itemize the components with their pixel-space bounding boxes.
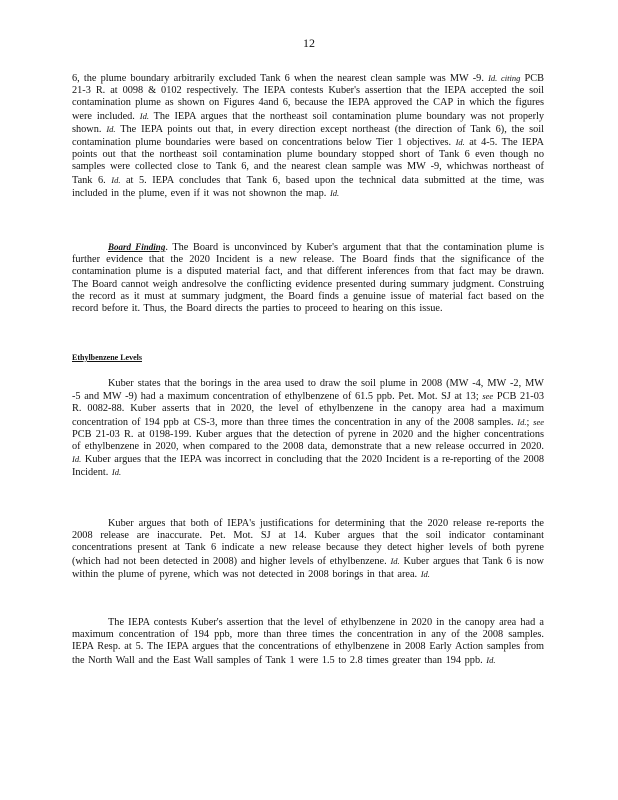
p5-text-a: The IEPA contests Kuber's assertion that the level of ethylbenzene in 2020 in the canopy area had a maximum concentration of 194 ppb, more than three times the concentration in any of the 2008 samples. IEPA Resp. at 5. The IEPA argues that the concentrations of ethylbenzene in 2008 Early Action samples from the North Wall and the East Wall samples of Tank 1 were 1.5 to 2.8 times greater than 194 ppb. xyxy=(72,617,544,666)
page-number: 12 xyxy=(303,36,315,50)
p3-citation-e: Id. xyxy=(111,467,122,478)
p1-text-f: at 5. IEPA concludes that Tank 6, based upon the technical data submitted at the time, was included in the plume, even if it was not shownon the map. xyxy=(72,174,545,199)
p1-citation-c: Id. xyxy=(106,123,116,134)
p3-text-b: PCB 21-03 R. 0082-88. Kuber asserts that in 2020, the level of ethylbenzene in the canopy area had a maximum concentration of 194 ppb at CS-3, more than three times the concentration in any of the 2008 samples. xyxy=(72,391,544,428)
p3-text-a: Kuber states that the borings in the area used to draw the soil plume in 2008 (MW -4, MW -2, MW -5 and MW -9) had a maximum concentration of ethylbenzene of 61.5 ppb. Pet. Mot. SJ at 13; xyxy=(72,378,544,403)
p4-text-a: Kuber argues that both of IEPA's justifications for determining that the 2020 release re-reports the 2008 release are inaccurate. Pet. Mot. SJ at 14. Kuber argues that the soil indicator contaminant concentrations present at Tank 6 indicate a new release because they detect higher levels of both pyrene (which had not been detected in 2008) and higher levels of ethylbenzene. xyxy=(72,518,544,567)
p3-citation-a: see xyxy=(482,391,494,402)
board-finding-heading: Board Finding xyxy=(108,242,166,252)
p1-citation-d: Id. xyxy=(455,137,465,148)
p1-citation-f: Id. xyxy=(329,187,340,198)
p4-citation-b: Id. xyxy=(420,568,430,579)
board-finding-text: . The Board is unconvinced by Kuber's argument that that the contamination plume is further evidence that the 2020 Incident is a new release. The Board finds that the significance of the contamination plume is a disputed material fact, and that different inferences from that fact may be drawn. The Board cannot weigh andresolve the conflicting evidence presented during summary judgment. Construing the record as it must at summary judgment, the Board finds a genuine issue of material fact based on the record before it. Thus, the Board directs the parties to proceed to hearing on this issue. xyxy=(72,242,544,315)
p1-text-c: The IEPA argues that the northeast soil contamination plume boundary was not properly shown. xyxy=(72,110,545,135)
paragraph-iepa-contests xyxy=(72,617,544,667)
p3-citation-b: Id. xyxy=(517,416,527,427)
paragraph-plume-boundary xyxy=(72,72,544,200)
p1-citation-e: Id. xyxy=(111,174,121,185)
p3-text-d: PCB 21-03 R. at 0198-199. Kuber argues that the detection of pyrene in 2020 and the higher concentrations of ethylbenzene in 2020, when compared to the 2008 data, demonstrate that a new release occurred in 2020. xyxy=(72,428,544,453)
p3-citation-d: Id. xyxy=(72,454,82,465)
p4-citation-a: Id. xyxy=(390,555,400,566)
p1-citation-b: Id. xyxy=(139,110,149,121)
p1-text-e: at 4-5. The IEPA points out that the northeast soil contamination plume boundary stopped short of Tank 6 even though no samples were collected close to Tank 6, and the nearest clean sample was MW -9, whichwas northeast of Tank 6. xyxy=(72,137,544,186)
paragraph-kuber-justifications xyxy=(72,518,544,581)
p1-text-b: PCB 21-3 R. at 0098 & 0102 respectively. The IEPA contests Kuber's assertion that the IEPA accepted the soil contamination plume as shown on Figures 4and 6, because the IEPA approved the CAP in which the figures were included. xyxy=(72,73,544,122)
p3-citation-c: see xyxy=(533,416,545,427)
p5-citation-a: Id. xyxy=(486,654,496,665)
paragraph-board-finding xyxy=(72,241,544,315)
p4-text-b: Kuber argues that Tank 6 is now within the plume of pyrene, which was not detected in 2008 borings in that area. xyxy=(72,555,544,580)
paragraph-kuber-borings xyxy=(72,378,544,480)
p1-text-d: The IEPA points out that, in every direction except northeast (the direction of Tank 6), the soil contamination plume boundaries were based on concentrations below Tier 1 objectives. xyxy=(72,123,544,149)
section-subheading: Ethylbenzene Levels xyxy=(72,353,142,362)
p3-text-c: ; xyxy=(526,416,534,428)
p1-text-a: 6, the plume boundary arbitrarily excluded Tank 6 when the nearest clean sample was MW -9. xyxy=(72,73,489,84)
p1-citation-a: Id. citing xyxy=(488,73,521,83)
p3-text-e: Kuber argues that the IEPA was incorrect in concluding that the 2020 Incident is a re-reporting of the 2008 Incident. xyxy=(72,454,544,479)
